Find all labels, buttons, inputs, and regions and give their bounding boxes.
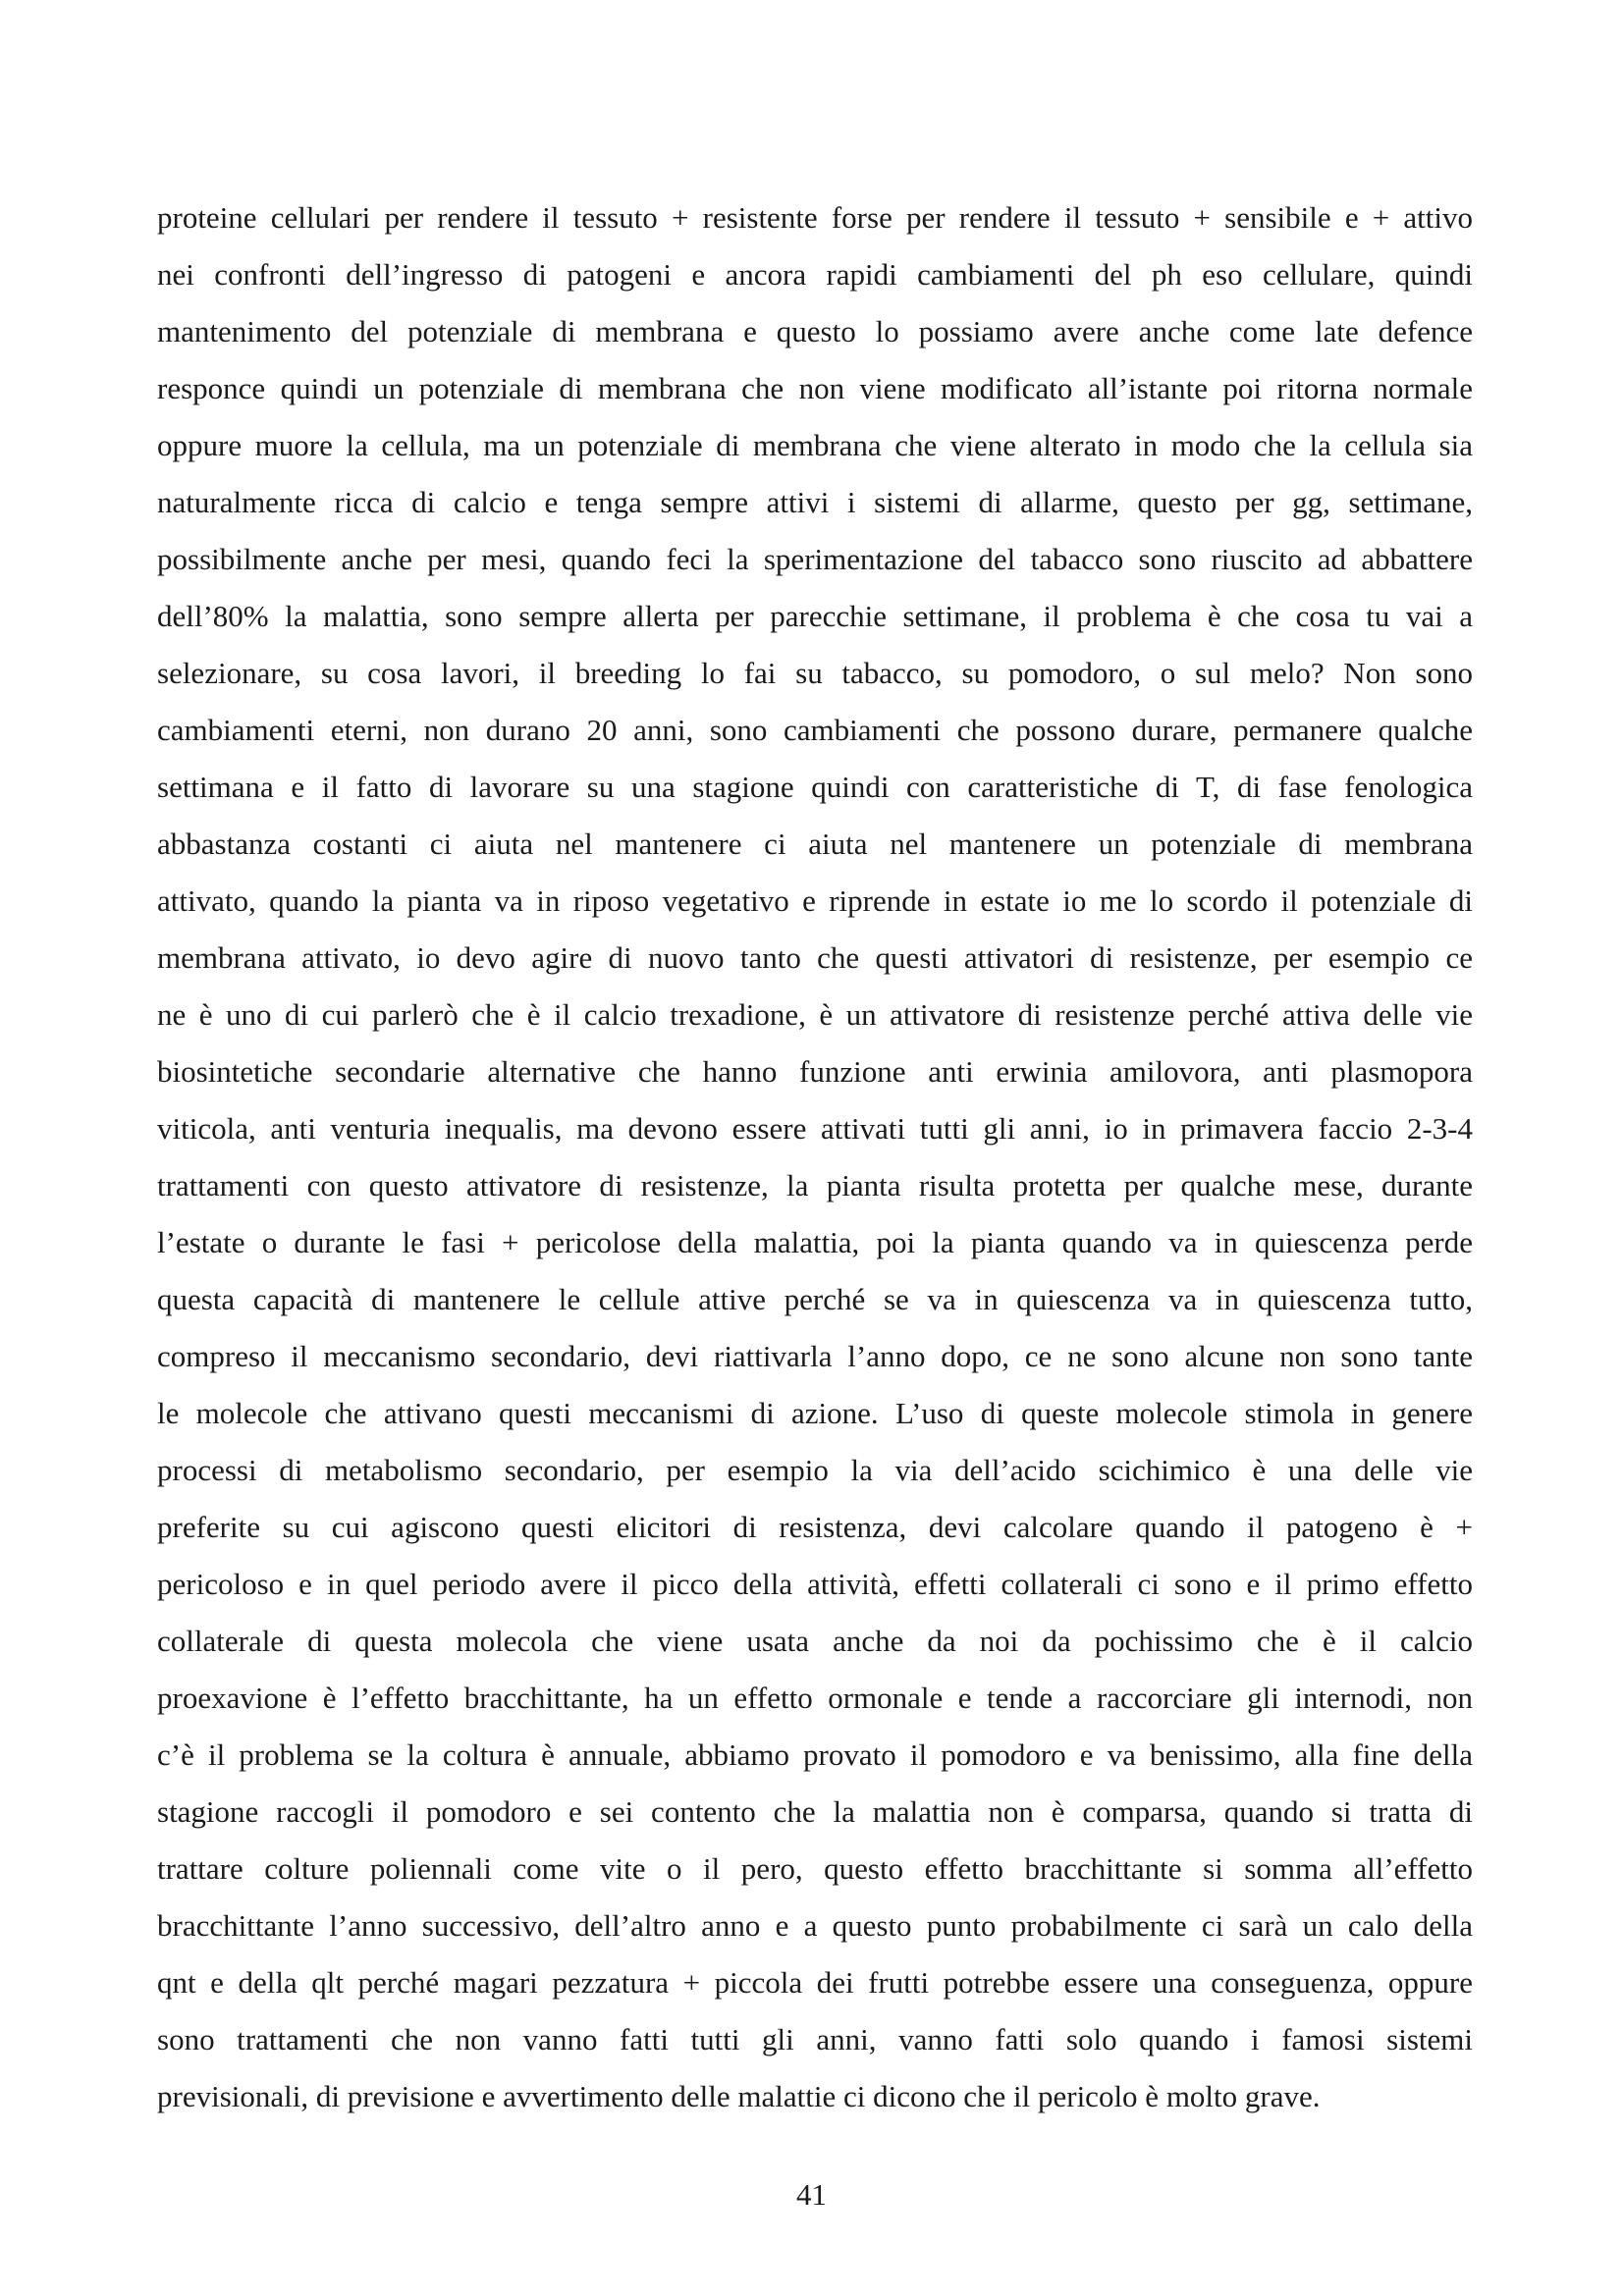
text-line: c’è il problema se la coltura è annuale, abbiamo provato il pomodoro e va benissimo, alla fine della	[157, 1737, 1473, 1772]
text-line: sono trattamenti che non vanno fatti tutti gli anni, vanno fatti solo quando i famosi sistemi	[157, 2022, 1473, 2056]
text-line: pericoloso e in quel periodo avere il picco della attività, effetti collaterali ci sono e il primo effetto	[157, 1567, 1473, 1601]
text-line: oppure muore la cellula, ma un potenziale di membrana che viene alterato in modo che la cellula sia	[157, 428, 1473, 462]
text-line: le molecole che attivano questi meccanismi di azione. L’uso di queste molecole stimola in genere	[157, 1396, 1473, 1430]
text-line: cambiamenti eterni, non durano 20 anni, sono cambiamenti che possono durare, permanere qualche	[157, 713, 1473, 747]
text-line: collaterale di questa molecola che viene usata anche da noi da pochissimo che è il calcio	[157, 1624, 1473, 1658]
text-line: nei confronti dell’ingresso di patogeni e ancora rapidi cambiamenti del ph eso cellulare, quindi	[157, 257, 1473, 292]
text-line: membrana attivato, io devo agire di nuovo tanto che questi attivatori di resistenze, per esempio ce	[157, 940, 1473, 975]
text-line: bracchittante l’anno successivo, dell’altro anno e a questo punto probabilmente ci sarà un calo della	[157, 1908, 1473, 1943]
text-line: proteine cellulari per rendere il tessuto + resistente forse per rendere il tessuto + sensibile e + attivo	[157, 200, 1473, 235]
text-line: l’estate o durante le fasi + pericolose della malattia, poi la pianta quando va in quiescenza perde	[157, 1225, 1473, 1259]
text-line: qnt e della qlt perché magari pezzatura + piccola dei frutti potrebbe essere una conseguenza, oppure	[157, 1965, 1473, 2000]
text-line: mantenimento del potenziale di membrana e questo lo possiamo avere anche come late defence	[157, 314, 1473, 348]
text-line: responce quindi un potenziale di membrana che non viene modificato all’istante poi ritorna normale	[157, 371, 1473, 405]
text-line: compreso il meccanismo secondario, devi riattivarla l’anno dopo, ce ne sono alcune non sono tante	[157, 1339, 1473, 1373]
text-line: possibilmente anche per mesi, quando feci la sperimentazione del tabacco sono riuscito ad abbattere	[157, 542, 1473, 576]
text-line: previsionali, di previsione e avvertimento delle malattie ci dicono che il pericolo è molto grave.	[157, 2079, 1321, 2113]
body-paragraph	[157, 189, 1473, 2125]
text-line: processi di metabolismo secondario, per esempio la via dell’acido scichimico è una delle vie	[157, 1453, 1473, 1487]
text-line: abbastanza costanti ci aiuta nel mantenere ci aiuta nel mantenere un potenziale di membrana	[157, 827, 1473, 861]
text-line: questa capacità di mantenere le cellule attive perché se va in quiescenza va in quiescenza tutto,	[157, 1282, 1473, 1316]
text-line: viticola, anti venturia inequalis, ma devono essere attivati tutti gli anni, io in primavera faccio 2-3-4	[157, 1111, 1473, 1146]
text-line: ne è uno di cui parlerò che è il calcio trexadione, è un attivatore di resistenze perché attiva delle vie	[157, 997, 1473, 1032]
text-line: biosintetiche secondarie alternative che hanno funzione anti erwinia amilovora, anti plasmopora	[157, 1054, 1473, 1089]
text-line: naturalmente ricca di calcio e tenga sempre attivi i sistemi di allarme, questo per gg, settimane,	[157, 485, 1473, 519]
text-line: stagione raccogli il pomodoro e sei contento che la malattia non è comparsa, quando si tratta di	[157, 1794, 1473, 1829]
text-line: attivato, quando la pianta va in riposo vegetativo e riprende in estate io me lo scordo il potenziale di	[157, 883, 1473, 918]
text-line: trattamenti con questo attivatore di resistenze, la pianta risulta protetta per qualche mese, durante	[157, 1168, 1473, 1202]
text-line: selezionare, su cosa lavori, il breeding lo fai su tabacco, su pomodoro, o sul melo? Non sono	[157, 656, 1473, 690]
text-line: settimana e il fatto di lavorare su una stagione quindi con caratteristiche di T, di fase fenologica	[157, 770, 1473, 804]
text-line: trattare colture poliennali come vite o il pero, questo effetto bracchittante si somma all’effetto	[157, 1851, 1473, 1886]
text-line: proexavione è l’effetto bracchittante, ha un effetto ormonale e tende a raccorciare gli internodi, non	[157, 1681, 1473, 1715]
text-line: dell’80% la malattia, sono sempre allerta per parecchie settimane, il problema è che cosa tu vai a	[157, 599, 1473, 633]
page-number: 41	[796, 2177, 827, 2212]
text-line: preferite su cui agiscono questi elicitori di resistenza, devi calcolare quando il patogeno è +	[157, 1510, 1473, 1544]
